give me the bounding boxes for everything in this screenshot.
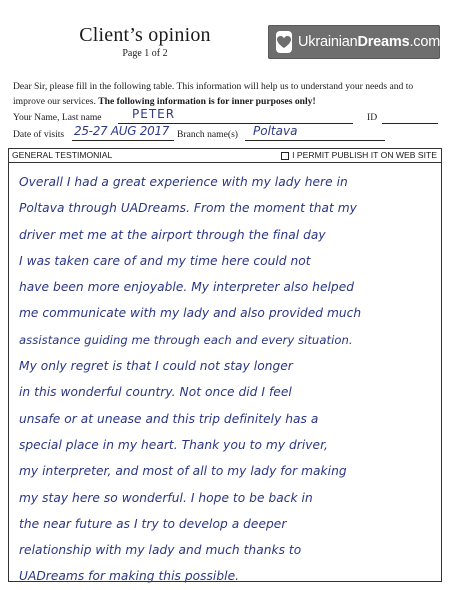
testimonial-line: assistance guiding me through each and every situation. [19,332,353,347]
testimonial-line: driver met me at the airport through the final day [19,227,326,242]
intro-line-2 [13,94,441,109]
heart-icon [276,31,292,53]
testimonial-line: my interpreter, and most of all to my lady for making [19,464,347,479]
id-field-label: ID [367,112,378,123]
testimonial-title: GENERAL TESTIMONIAL [12,150,113,160]
testimonial-line: Overall I had a great experience with my lady here in [19,175,348,189]
testimonial-line: my stay here so wonderful. I hope to be back in [19,490,313,505]
testimonial-text [19,169,437,590]
testimonial-line: the near future as I try to develop a deeper [19,516,287,531]
page-number: Page 1 of 2 [122,48,168,59]
brand-domain: .com [409,34,441,50]
branch-field-value: Poltava [253,124,298,138]
testimonial-line: have been more enjoyable. My interpreter also helped [19,280,355,295]
testimonial-line: relationship with my lady and much thanks to [19,543,302,558]
date-field-label: Date of visits [13,129,65,140]
brand-logo [268,25,440,59]
testimonial-line: My only regret is that I could not stay longer [19,359,293,374]
testimonial-header [9,149,441,163]
publish-permission [281,149,437,162]
intro-notice: The following information is for inner purposes only! [98,96,316,107]
brand-name-light: Ukrainian [298,34,358,50]
testimonial-line: me communicate with my lady and also provided much [19,306,362,321]
testimonial-line: unsafe or at unease and this trip definitely has a [19,411,319,426]
intro-text [13,79,441,109]
branch-field-label: Branch name(s) [177,129,239,140]
publish-checkbox[interactable] [281,152,289,160]
testimonial-box [8,148,442,582]
testimonial-line: UADreams for making this possible. [19,569,240,584]
name-field-label: Your Name, Last name [13,112,102,123]
testimonial-line: in this wonderful country. Not once did I feel [19,385,292,400]
brand-name [298,34,440,50]
testimonial-line: special place in my heart. Thank you to my driver, [19,437,328,452]
publish-label: I PERMIT PUBLISH IT ON WEB SITE [292,150,437,160]
testimonial-line: Poltava through UADreams. From the moment that my [19,201,357,216]
page-title: Client’s opinion [79,24,211,46]
intro-line-1: Dear Sir, please fill in the following table. This information will help us to understand your needs and to [13,81,414,92]
testimonial-line: I was taken care of and my time here could not [19,253,311,268]
name-field-value: PETER [132,107,176,121]
brand-name-bold: Dreams [357,34,410,50]
date-field-value: 25-27 AUG 2017 [74,124,170,138]
id-field-line[interactable] [382,111,438,124]
intro-line-2-plain: improve our services. [13,96,99,107]
